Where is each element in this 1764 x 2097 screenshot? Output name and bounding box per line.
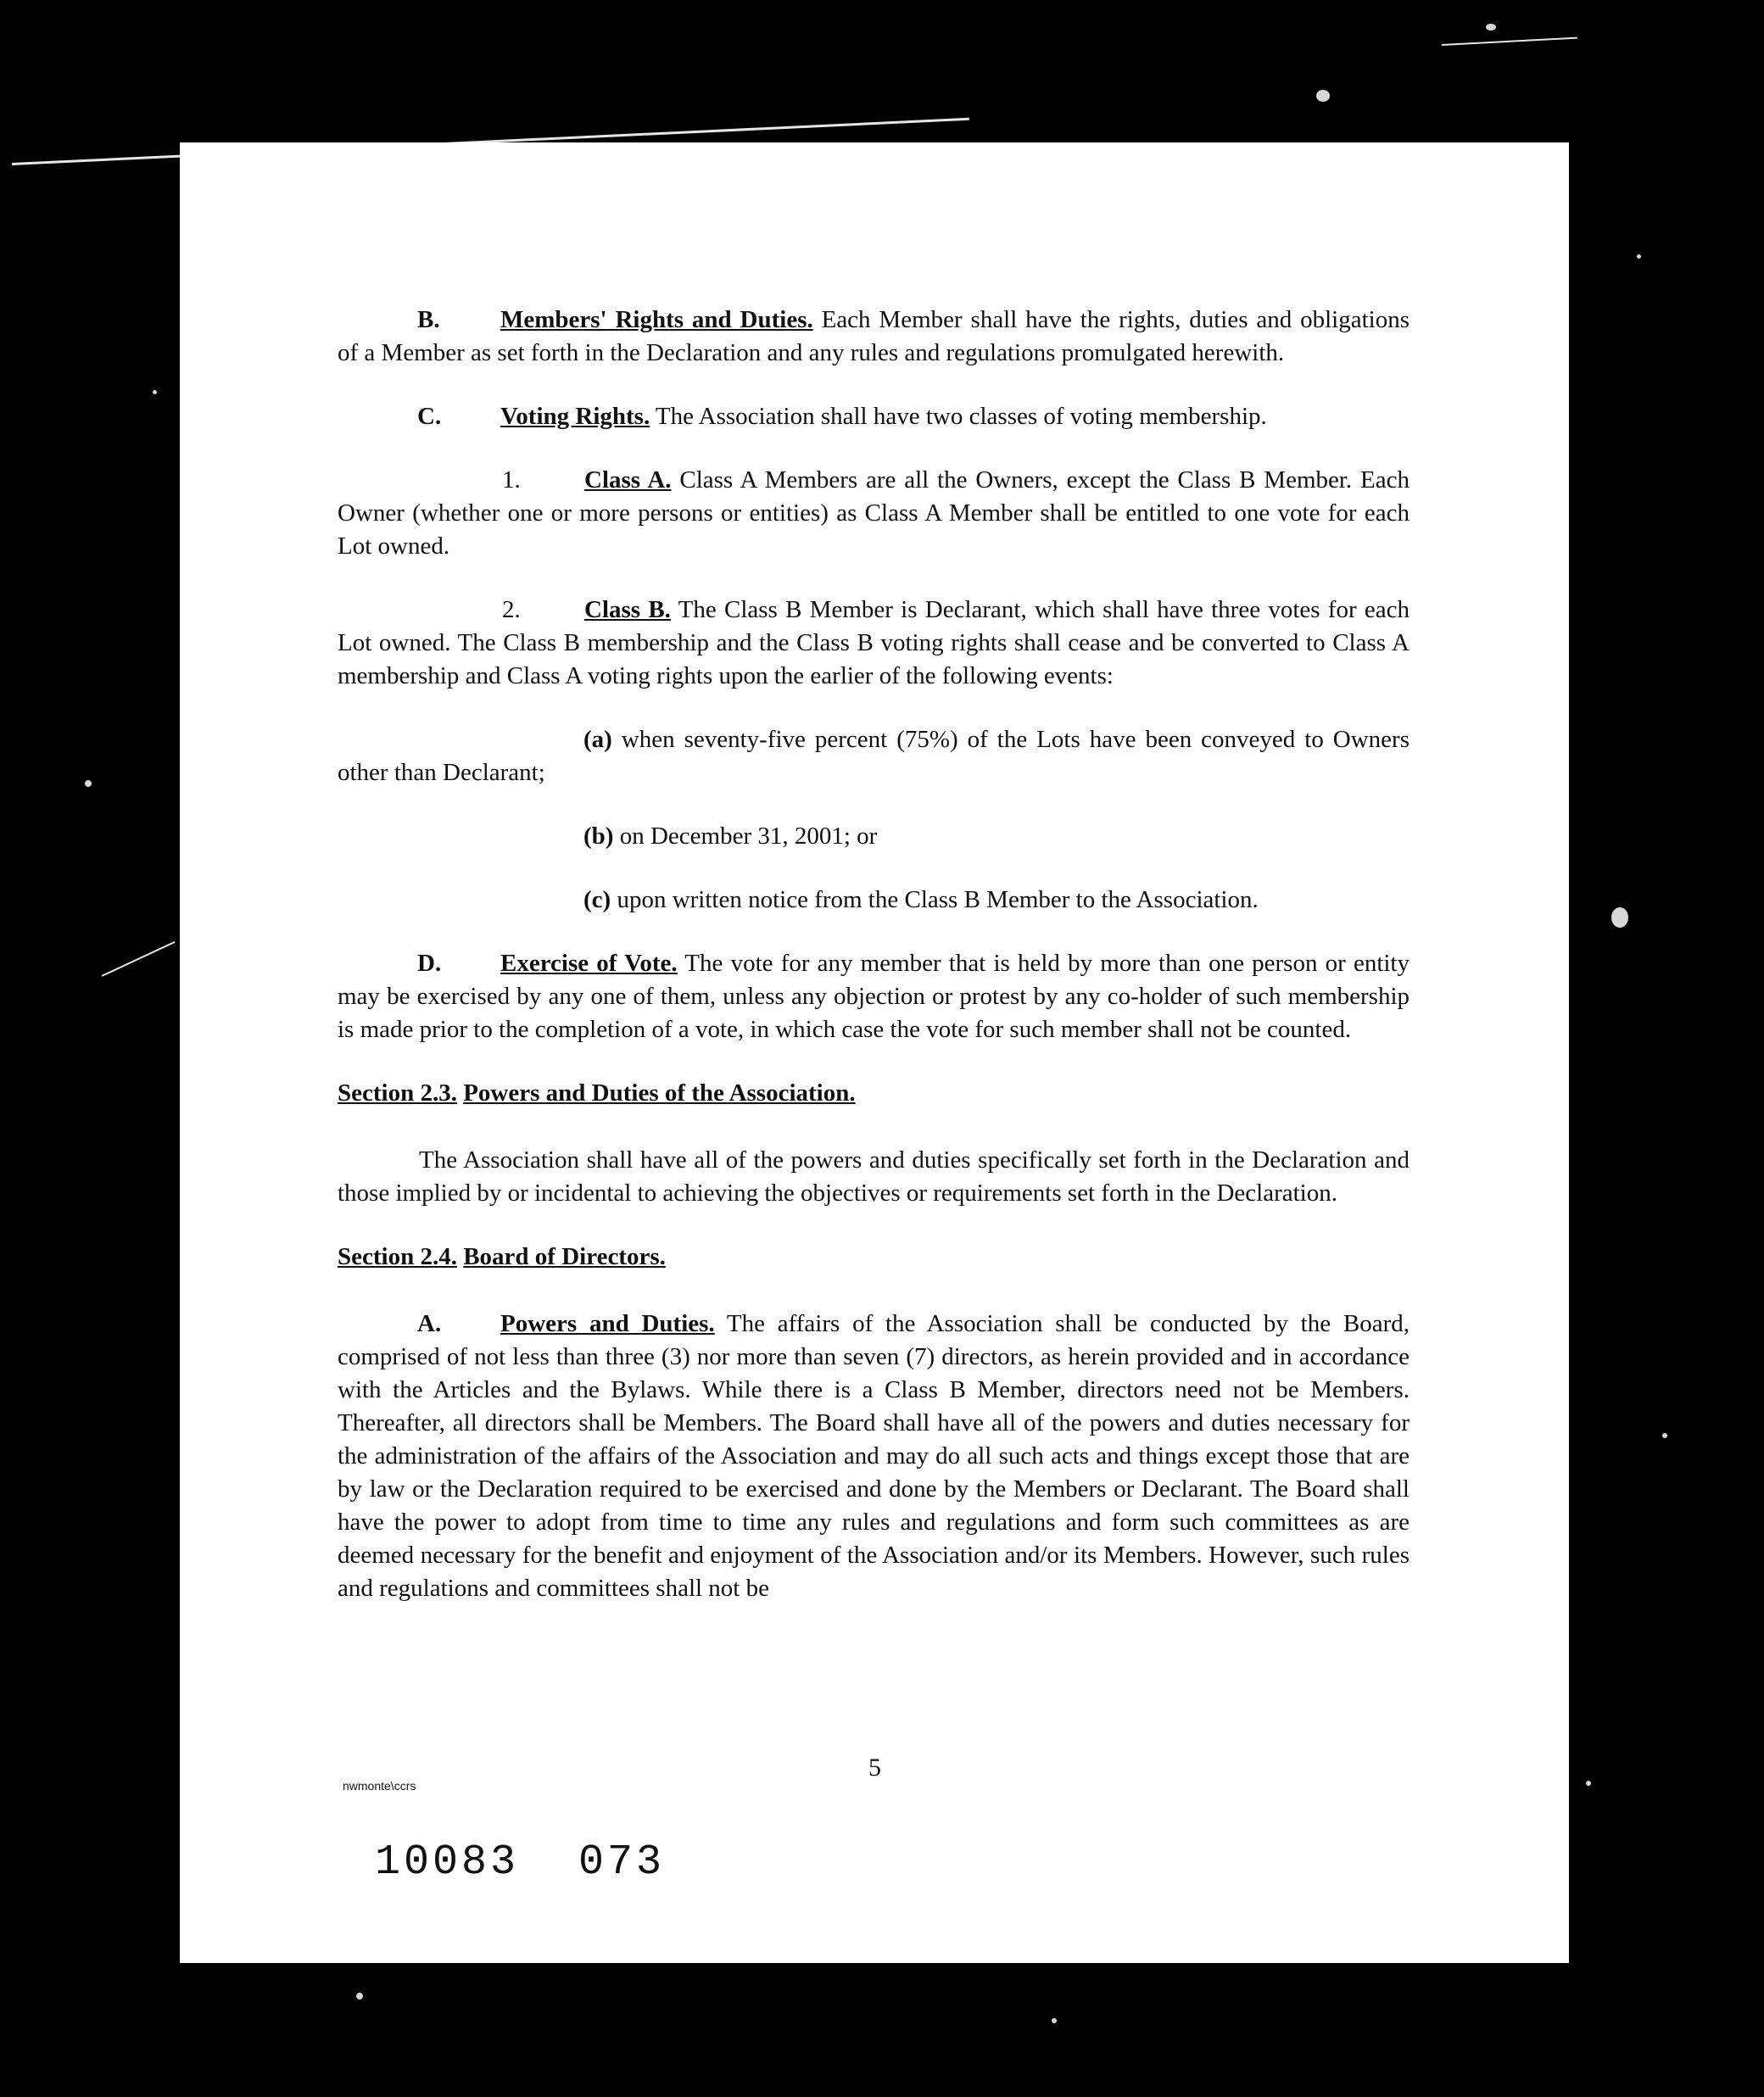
section-text: The affairs of the Association shall be conducted by the Board, comprised of not less than three (3) nor more than seven (7) directors, as herein provided and in accordance with the Articles and the Bylaws. While there is a Class B Member, directors need not be Members. Thereafter, all directors shall be Members. The Board shall have all of the powers and duties necessary for the administration of the affairs of the Association and may do all such acts and things except those that are by law or the Declaration required to be exercised and done by the Members or Declarant. The Board shall have the power to adopt from time to time any rules and regulations and form such committees as are deemed necessary for the benefit and enjoyment of the Association and/or its Members. However, such rules and regulations and committees shall not be: [338, 1310, 1410, 1602]
event-text: upon written notice from the Class B Member to the Association.: [611, 886, 1259, 913]
recording-stamp: [375, 1838, 724, 1887]
section-text: The vote for any member that is held by more than one person or entity may be exercised by any one of them, unless any objection or protest by any co-holder of such membership is made prior to the completion of a vote, in which case the vote for such member shall not be counted.: [338, 950, 1410, 1043]
document-body: [338, 304, 1410, 1636]
paragraph-class-b: [338, 594, 1410, 693]
paragraph-exercise-of-vote: [338, 947, 1410, 1046]
event-b: [338, 820, 1410, 853]
paragraph-class-a: [338, 464, 1410, 563]
section-text: Each Member shall have the rights, duties and obligations of a Member as set forth in the Declaration and any rules and regulations promulgated herewith.: [338, 306, 1410, 366]
scan-speck: [1662, 1433, 1667, 1438]
scan-speck: [1052, 2018, 1057, 2023]
event-c: [338, 884, 1410, 917]
section-title: Members' Rights and Duties.: [500, 306, 813, 333]
event-text: on December 31, 2001; or: [613, 823, 878, 850]
scan-streak: [102, 941, 176, 977]
paragraph-powers-of-association: The Association shall have all of the powers and duties specifically set forth in the Declaration and those implied by or incidental to achieving the objectives or requirements set forth in the Declaration.: [338, 1146, 1410, 1207]
paragraph-board-powers: [338, 1308, 1410, 1605]
event-label: (c): [583, 886, 611, 913]
scan-speck: [1586, 1781, 1591, 1786]
event-label: (b): [583, 823, 614, 850]
stamp-book: 10083: [375, 1838, 520, 1887]
section-title: Exercise of Vote.: [500, 950, 678, 977]
item-title: Class A.: [584, 466, 672, 494]
page-number: 5: [868, 1754, 881, 1782]
paragraph-voting-rights: [338, 400, 1410, 433]
item-text: The Class B Member is Declarant, which shall have three votes for each Lot owned. The Class B membership and the Class B voting rights shall cease and be converted to Class A membership and Class A voting rights upon the earlier of the following events:: [338, 596, 1410, 689]
section-number: Section 2.3.: [338, 1079, 457, 1107]
document-page: [180, 142, 1569, 1963]
scan-speck: [1486, 24, 1496, 31]
item-text: Class A Members are all the Owners, except the Class B Member. Each Owner (whether one or more persons or entities) as Class A Member shall be entitled to one vote for each Lot owned.: [338, 466, 1410, 560]
scan-speck: [1611, 907, 1628, 928]
scan-streak: [1442, 37, 1577, 46]
section-label: B.: [417, 306, 440, 333]
section-title: Voting Rights.: [500, 403, 650, 430]
event-label: (a): [583, 726, 612, 753]
scan-speck: [153, 390, 157, 394]
file-reference: nwmonte\ccrs: [343, 1779, 416, 1793]
section-heading-title: Board of Directors.: [463, 1243, 666, 1270]
paragraph-members-rights: [338, 304, 1410, 370]
section-heading-2-3: [338, 1077, 1410, 1110]
stamp-page: 073: [578, 1838, 666, 1887]
event-a: [338, 723, 1410, 789]
event-text: when seventy-five percent (75%) of the Lots have been conveyed to Owners other than Declarant;: [338, 726, 1410, 786]
scan-speck: [85, 780, 92, 787]
section-label: C.: [417, 403, 442, 430]
scan-speck: [356, 1993, 363, 1999]
scan-speck: [1316, 90, 1330, 102]
item-title: Class B.: [584, 596, 671, 623]
section-label: A.: [417, 1310, 442, 1337]
section-heading-title: Powers and Duties of the Association.: [463, 1079, 856, 1107]
scan-speck: [1637, 254, 1641, 259]
section-title: Powers and Duties.: [500, 1310, 715, 1337]
section-number: Section 2.4.: [338, 1243, 457, 1270]
section-heading-2-4: [338, 1241, 1410, 1274]
section-label: D.: [417, 950, 442, 977]
item-label: 1.: [502, 466, 521, 494]
item-label: 2.: [502, 596, 521, 623]
section-text: The Association shall have two classes of voting membership.: [650, 403, 1267, 430]
